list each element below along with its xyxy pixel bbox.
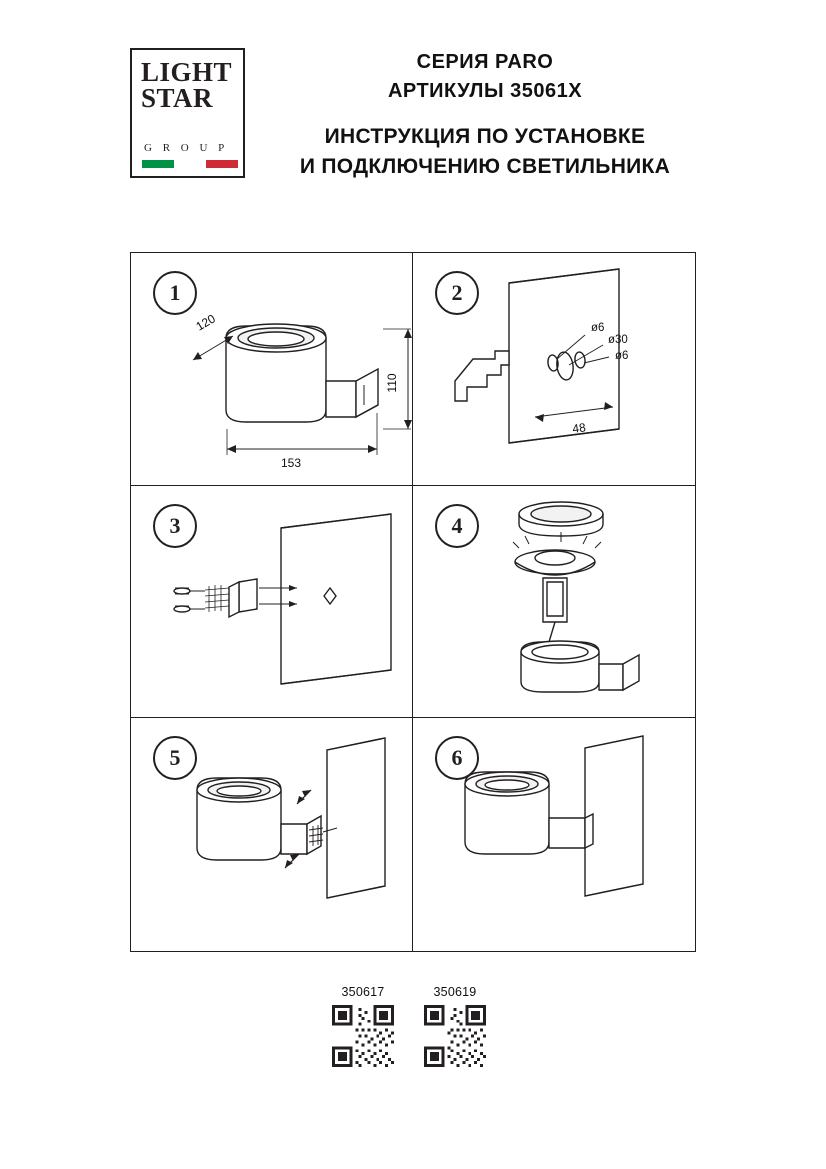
logo-wordmark bbox=[141, 59, 232, 111]
step-number-3: 3 bbox=[153, 504, 197, 548]
product-code-label: 350619 bbox=[433, 985, 477, 999]
step-cell-3 bbox=[131, 486, 413, 719]
step-4-illustration bbox=[413, 486, 695, 719]
step-2-illustration bbox=[413, 253, 695, 486]
instruction-title-line1: ИНСТРУКЦИЯ ПО УСТАНОВКЕ bbox=[324, 125, 646, 148]
series-title: СЕРИЯ PARO bbox=[416, 51, 554, 73]
instruction-title-line2: И ПОДКЛЮЧЕНИЮ СВЕТИЛЬНИКА bbox=[299, 155, 671, 178]
footer-codes bbox=[130, 985, 696, 1095]
dim-height-label: 110 bbox=[385, 373, 399, 393]
instruction-grid bbox=[130, 252, 696, 952]
step-cell-2 bbox=[413, 253, 695, 486]
step-number-1: 1 bbox=[153, 271, 197, 315]
step-1-illustration bbox=[131, 253, 413, 486]
step-cell-1 bbox=[131, 253, 413, 486]
step-3-illustration bbox=[131, 486, 413, 719]
product-code-label: 350617 bbox=[341, 985, 385, 999]
brand-logo bbox=[130, 48, 245, 178]
italy-flag-icon bbox=[142, 160, 238, 168]
product-code-group-2 bbox=[410, 985, 500, 1067]
step-number-4: 4 bbox=[435, 504, 479, 548]
qr-code-icon bbox=[424, 1005, 486, 1067]
step-cell-5 bbox=[131, 718, 413, 951]
hole-bottom-label: ø6 bbox=[615, 350, 629, 362]
step-5-illustration bbox=[131, 718, 413, 951]
logo-subtitle: G R O U P bbox=[144, 142, 229, 154]
step-number-6: 6 bbox=[435, 736, 479, 780]
hole-center-label: ø30 bbox=[608, 334, 628, 346]
step-6-illustration bbox=[413, 718, 695, 951]
dim-width-label: 153 bbox=[280, 456, 302, 470]
article-title: АРТИКУЛЫ 35061X bbox=[387, 80, 583, 102]
product-code-group-1 bbox=[318, 985, 408, 1067]
title-block bbox=[270, 48, 700, 182]
spacing-label: 48 bbox=[571, 420, 587, 436]
dim-depth-label: 120 bbox=[193, 311, 218, 334]
hole-top-label: ø6 bbox=[591, 322, 605, 334]
step-cell-4 bbox=[413, 486, 695, 719]
qr-code-icon bbox=[332, 1005, 394, 1067]
step-number-2: 2 bbox=[435, 271, 479, 315]
step-number-5: 5 bbox=[153, 736, 197, 780]
document-header bbox=[0, 48, 826, 193]
logo-line-2: STAR bbox=[141, 83, 214, 113]
step-cell-6 bbox=[413, 718, 695, 951]
logo-line-1: LIGHT bbox=[141, 57, 233, 87]
